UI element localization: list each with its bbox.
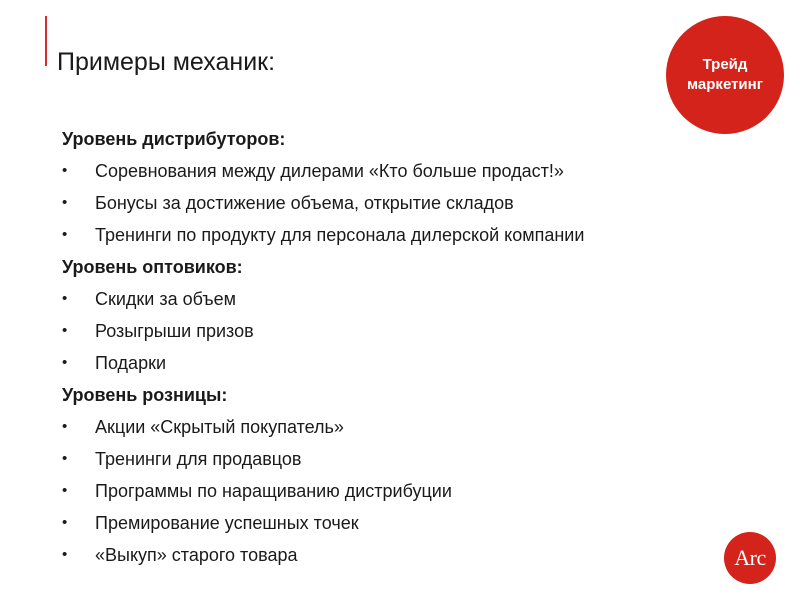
list-item bbox=[62, 283, 742, 315]
list-item-text: Акции «Скрытый покупатель» bbox=[95, 417, 344, 437]
bullet-icon: • bbox=[62, 514, 68, 531]
trade-marketing-badge bbox=[666, 16, 784, 134]
list-item-text: Розыгрыши призов bbox=[95, 321, 254, 341]
bullet-icon: • bbox=[62, 354, 68, 371]
bullet-icon: • bbox=[62, 162, 68, 179]
section-heading: Уровень дистрибуторов: bbox=[62, 129, 286, 149]
bullet-icon: • bbox=[62, 322, 68, 339]
list-item bbox=[62, 187, 742, 219]
list-item bbox=[62, 315, 742, 347]
arc-logo bbox=[724, 532, 776, 584]
bullet-icon: • bbox=[62, 450, 68, 467]
bullet-list bbox=[62, 283, 742, 379]
section-distributors bbox=[62, 123, 742, 251]
accent-line bbox=[45, 16, 47, 66]
bullet-icon: • bbox=[62, 546, 68, 563]
section-heading: Уровень розницы: bbox=[62, 385, 228, 405]
list-item bbox=[62, 155, 742, 187]
bullet-icon: • bbox=[62, 418, 68, 435]
section-heading: Уровень оптовиков: bbox=[62, 257, 243, 277]
list-item-text: Бонусы за достижение объема, открытие складов bbox=[95, 193, 514, 213]
list-item-text: Соревнования между дилерами «Кто больше продаст!» bbox=[95, 161, 564, 181]
bullet-icon: • bbox=[62, 290, 68, 307]
bullet-icon: • bbox=[62, 226, 68, 243]
list-item bbox=[62, 219, 742, 251]
list-item bbox=[62, 539, 742, 571]
list-item-text: «Выкуп» старого товара bbox=[95, 545, 298, 565]
list-item-text: Подарки bbox=[95, 353, 167, 373]
list-item-text: Программы по наращиванию дистрибуции bbox=[95, 481, 452, 501]
bullet-list bbox=[62, 155, 742, 251]
slide-content bbox=[62, 123, 742, 571]
list-item-text: Премирование успешных точек bbox=[95, 513, 359, 533]
section-wholesalers bbox=[62, 251, 742, 379]
list-item bbox=[62, 507, 742, 539]
list-item bbox=[62, 443, 742, 475]
bullet-icon: • bbox=[62, 194, 68, 211]
list-item bbox=[62, 347, 742, 379]
list-item-text: Скидки за объем bbox=[95, 289, 236, 309]
slide-title: Примеры механик: bbox=[57, 48, 276, 76]
bullet-list bbox=[62, 411, 742, 571]
logo-text: Arc bbox=[734, 545, 766, 570]
list-item bbox=[62, 475, 742, 507]
list-item-text: Тренинги по продукту для персонала дилерской компании bbox=[95, 225, 585, 245]
bullet-icon: • bbox=[62, 482, 68, 499]
list-item-text: Тренинги для продавцов bbox=[95, 449, 302, 469]
badge-label: Трейд маркетинг bbox=[687, 56, 763, 93]
section-retail bbox=[62, 379, 742, 571]
list-item bbox=[62, 411, 742, 443]
